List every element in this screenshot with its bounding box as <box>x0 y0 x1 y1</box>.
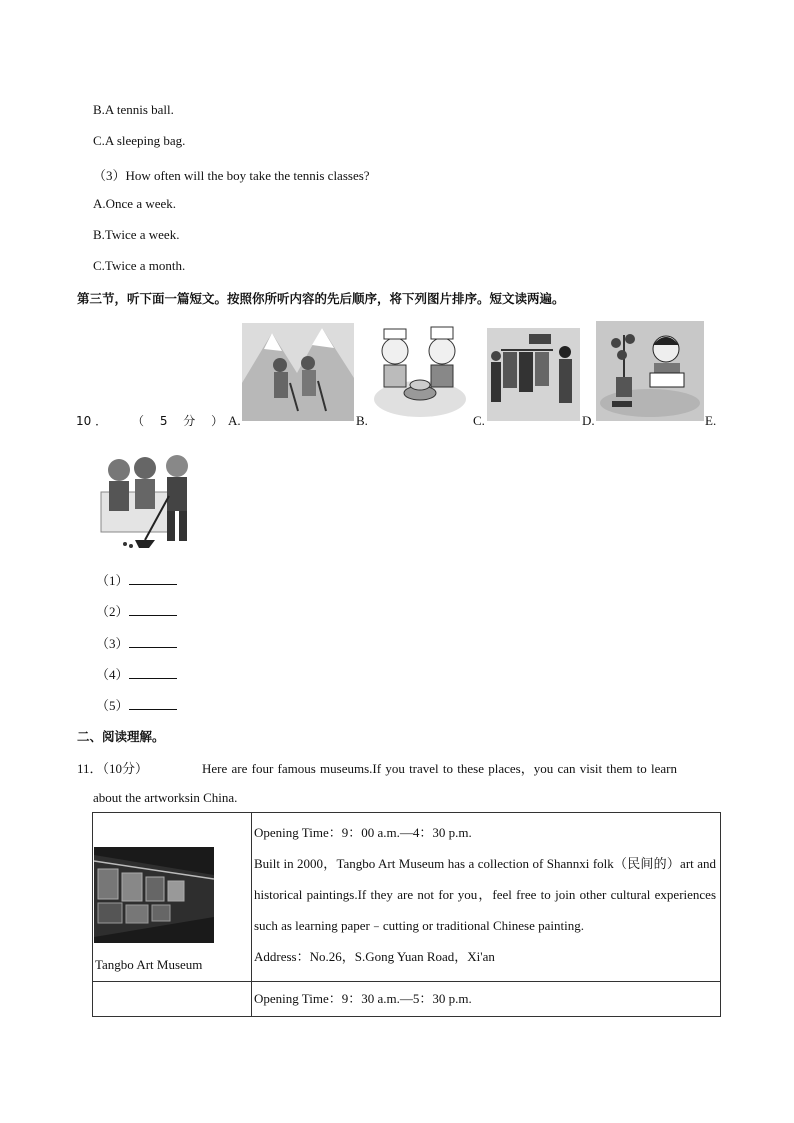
picture-label-c: C. <box>473 413 485 428</box>
museum-2-info-cell <box>252 982 721 1017</box>
picture-label-a: A. <box>228 413 241 428</box>
answer-blank-4[interactable]: （4） <box>96 664 177 683</box>
museum-2-opening-time: Opening Time：9：30 a.m.—5：30 p.m. <box>254 991 472 1006</box>
museum-table <box>92 812 721 1017</box>
museum-2-image-cell <box>93 982 252 1017</box>
picture-d-boy-reading <box>596 321 704 421</box>
question-10-score: （ 5 分 ） <box>132 414 230 428</box>
question-11-number: 11．（10分） <box>77 761 149 776</box>
question-10-number: 10 ． <box>76 414 108 428</box>
museum-1-address: Address：No.26，S.Gong Yuan Road，Xi'an <box>254 949 495 964</box>
table-row <box>93 982 721 1017</box>
answer-blank-1[interactable]: （1） <box>96 570 177 589</box>
picture-a-mountain-climbers <box>242 323 354 421</box>
picture-label-d: D. <box>582 413 595 428</box>
option-c: C.Twice a month. <box>93 258 186 273</box>
museum-1-opening-time: Opening Time：9：00 a.m.—4：30 p.m. <box>254 825 472 840</box>
part-2-heading: 二、阅读理解。 <box>77 729 165 744</box>
answer-blank-5[interactable]: （5） <box>96 695 177 714</box>
section-3-instruction: 第三节，听下面一篇短文。按照你所听内容的先后顺序，将下列图片排序。短文读两遍。 <box>77 291 565 306</box>
museum-1-photo <box>94 847 214 943</box>
question-9-3: （3）How often will the boy take the tennis classes? <box>93 168 370 183</box>
answer-blank-2[interactable]: （2） <box>96 601 177 620</box>
option-a: A.Once a week. <box>93 196 177 211</box>
picture-b-cooking-kids <box>370 321 470 421</box>
option-b: B.A tennis ball. <box>93 102 174 117</box>
picture-label-e: E. <box>705 413 717 428</box>
picture-c-clothes-shop <box>487 328 580 421</box>
question-11-intro-line1: Here are four famous museums.If you travel to these places，you can visit them to learn <box>202 761 677 776</box>
museum-1-name: Tangbo Art Museum <box>95 957 203 972</box>
table-row <box>93 813 721 982</box>
question-11-intro-line2: about the artworksin China. <box>93 790 238 805</box>
option-c: C.A sleeping bag. <box>93 133 186 148</box>
museum-1-image-cell <box>93 813 252 982</box>
picture-e-sweeping-snow <box>97 448 199 552</box>
option-b: B.Twice a week. <box>93 227 180 242</box>
museum-1-info-cell <box>252 813 721 982</box>
museum-1-description: Built in 2000，Tangbo Art Museum has a collection of Shannxi folk（民间的）art and historical paintings.If they are not for you，feel free to join other cultural experiences such as learning paper﹣cutting or traditional Chinese painting. <box>254 856 716 933</box>
picture-label-b: B. <box>356 413 368 428</box>
answer-blank-3[interactable]: （3） <box>96 633 177 652</box>
